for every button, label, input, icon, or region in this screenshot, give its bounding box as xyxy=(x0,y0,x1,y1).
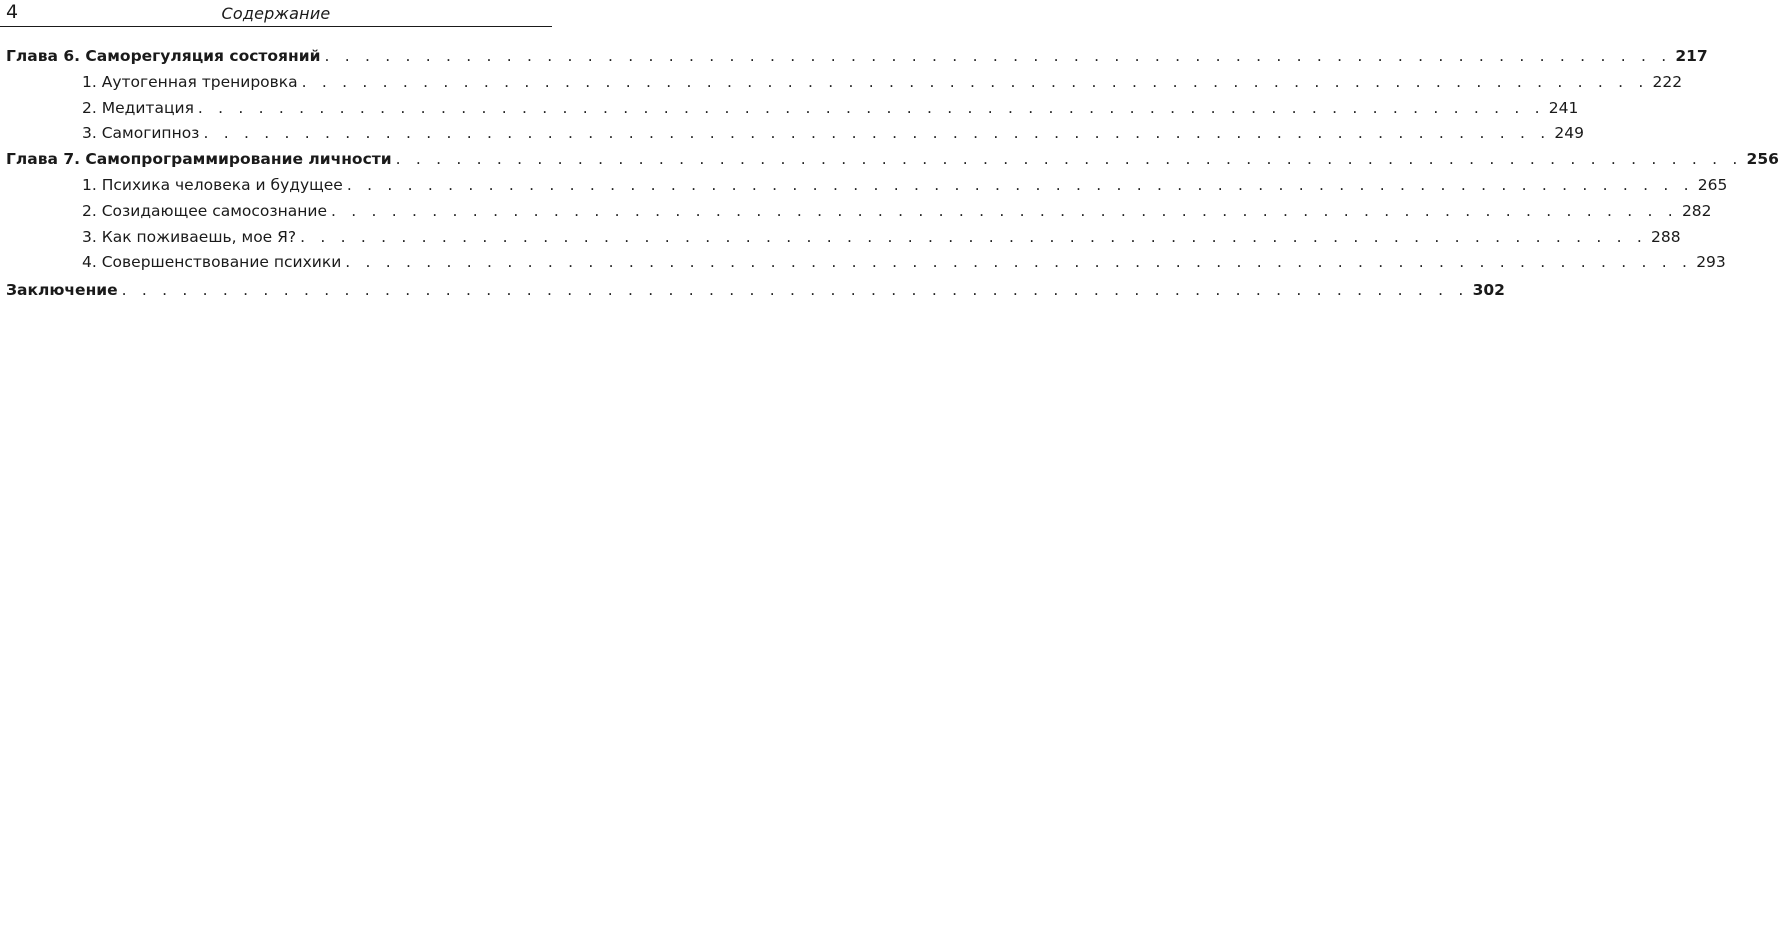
dot-leader: . . . . . . . . . . . . . . . . . . . . . . . . . . . . . . . . . . . . . . . . . . . . . . . . . . . . . . . . . . . . . . . . . . . xyxy=(346,175,1694,194)
dot-leader: . . . . . . . . . . . . . . . . . . . . . . . . . . . . . . . . . . . . . . . . . . . . . . . . . . . . . . . . . . . . . . . . . . . xyxy=(300,227,1648,246)
table-of-contents xyxy=(6,44,1779,304)
toc-entry-page: 265 xyxy=(1697,175,1728,194)
toc-section[interactable] xyxy=(6,173,1728,199)
toc-section[interactable] xyxy=(6,96,1579,122)
toc-entry-label: Глава 6. Саморегуляция состояний xyxy=(6,47,321,65)
running-title: Содержание xyxy=(221,4,331,23)
header-rule xyxy=(0,26,552,27)
toc-entry-label: Глава 7. Самопрограммирование личности xyxy=(6,150,392,169)
toc-section[interactable] xyxy=(6,121,1584,147)
toc-conclusion[interactable] xyxy=(6,278,1505,304)
toc-entry-page: 288 xyxy=(1651,227,1681,246)
dot-leader: . . . . . . . . . . . . . . . . . . . . . . . . . . . . . . . . . . . . . . . . . . . . . . . . . . . . . . . . . . . . . . . . . . . xyxy=(395,150,1743,169)
page-number: 4 xyxy=(6,1,19,23)
toc-entry-label: 2. Медитация xyxy=(82,98,194,117)
toc-entry-page: 217 xyxy=(1675,47,1708,65)
dot-leader: . . . . . . . . . . . . . . . . . . . . . . . . . . . . . . . . . . . . . . . . . . . . . . . . . . . . . . . . . . . . . . . . . . . xyxy=(331,201,1678,220)
toc-entry-label: 3. Как поживаешь, мое Я? xyxy=(82,227,297,246)
dot-leader: . . . . . . . . . . . . . . . . . . . . . . . . . . . . . . . . . . . . . . . . . . . . . . . . . . . . . . . . . . . . . . . . . . . xyxy=(345,253,1693,272)
toc-entry-label: 3. Самогипноз xyxy=(82,124,200,143)
toc-entry-label: Заключение xyxy=(6,281,118,300)
toc-entry-page: 256 xyxy=(1746,150,1779,169)
dot-leader: . . . . . . . . . . . . . . . . . . . . . . . . . . . . . . . . . . . . . . . . . . . . . . . . . . . . . . . . . . . . . . . . . . . xyxy=(324,47,1672,65)
toc-entry-page: 222 xyxy=(1652,72,1683,91)
toc-entry-page: 293 xyxy=(1696,253,1726,272)
toc-entry-page: 302 xyxy=(1472,281,1505,300)
toc-entry-page: 249 xyxy=(1554,124,1584,143)
toc-section[interactable] xyxy=(6,70,1683,96)
dot-leader: . . . . . . . . . . . . . . . . . . . . . . . . . . . . . . . . . . . . . . . . . . . . . . . . . . . . . . . . . . . . . . . . . . . xyxy=(301,72,1649,91)
toc-entry-label: 4. Совершенствование психики xyxy=(82,253,342,272)
toc-section[interactable] xyxy=(6,225,1681,251)
toc-entry-label: 2. Созидающее самосознание xyxy=(82,201,328,220)
toc-entry-label: 1. Психика человека и будущее xyxy=(82,175,343,194)
toc-entry-page: 241 xyxy=(1548,98,1579,117)
toc-entry-label: 1. Аутогенная тренировка xyxy=(82,72,298,91)
toc-chapter-7[interactable] xyxy=(6,147,1779,173)
toc-section[interactable] xyxy=(6,199,1712,225)
dot-leader: . . . . . . . . . . . . . . . . . . . . . . . . . . . . . . . . . . . . . . . . . . . . . . . . . . . . . . . . . . . . . . . . . . . xyxy=(197,98,1545,117)
toc-chapter-6[interactable] xyxy=(6,44,1708,70)
toc-entry-page: 282 xyxy=(1681,201,1712,220)
dot-leader: . . . . . . . . . . . . . . . . . . . . . . . . . . . . . . . . . . . . . . . . . . . . . . . . . . . . . . . . . . . . . . . . . . . xyxy=(121,281,1469,300)
toc-section[interactable] xyxy=(6,250,1726,276)
dot-leader: . . . . . . . . . . . . . . . . . . . . . . . . . . . . . . . . . . . . . . . . . . . . . . . . . . . . . . . . . . . . . . . . . . . xyxy=(203,124,1551,143)
